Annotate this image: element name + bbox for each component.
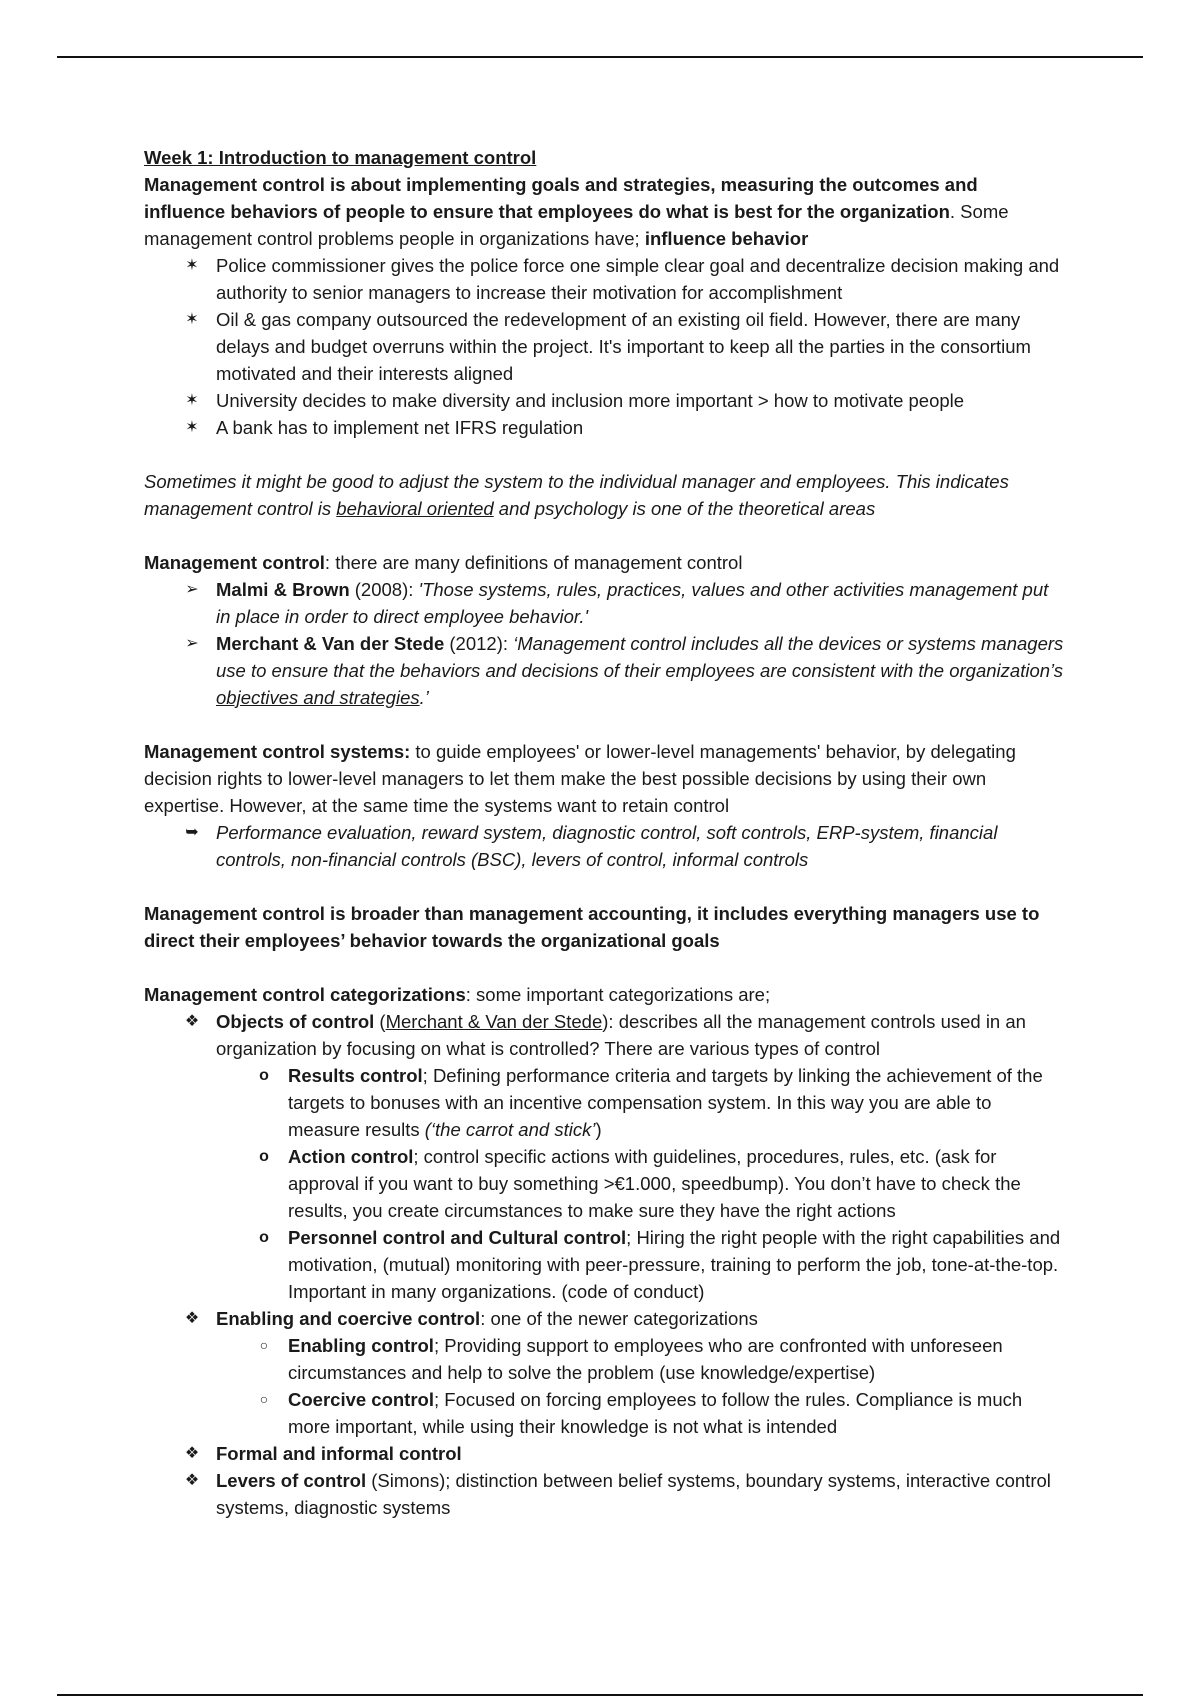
star-bullet-icon: ✶ [185,257,199,274]
page-title: Week 1: Introduction to management control [144,147,537,168]
behavioral-underlined: behavioral oriented [336,498,494,519]
systems-list [144,819,1064,873]
list-item: ✶ University decides to make diversity and inclusion more important > how to motivate people [144,387,1064,414]
intro-bold-end: influence behavior [644,228,809,249]
list-item: o Results control; Defining performance criteria and targets by linking the achievement of the targets to bonuses with an incentive compensation system. In this way you are able to measure results (‘the carrot and stick’) [144,1062,1064,1143]
spacer [144,522,1064,549]
categorizations-list-2 [144,1305,1064,1332]
list-item: ✶ Police commissioner gives the police force one simple clear goal and decentralize decision making and authority to senior managers to increase their motivation for accomplishment [144,252,1064,306]
list-item: ✶ A bank has to implement net IFRS regulation [144,414,1064,441]
header-rule [57,56,1143,58]
diamond-bullet-icon: ❖ [184,1472,200,1489]
circle-bullet-icon: o [259,1229,269,1246]
list-item: ○ Coercive control; Focused on forcing employees to follow the rules. Compliance is much more important, while using their knowledge is not what is intended [144,1386,1064,1440]
diamond-bullet-icon: ❖ [184,1310,200,1327]
list-item: ❖ Formal and informal control [144,1440,1064,1467]
intro-paragraph [144,171,1064,252]
star-bullet-icon: ✶ [185,419,199,436]
diamond-bullet-icon: ❖ [184,1013,200,1030]
list-item: o Action control; control specific actions with guidelines, procedures, rules, etc. (ask for approval if you want to buy something >€1.000, speedbump). You don’t have to check the results, you create circumstances to make sure they have the right actions [144,1143,1064,1224]
categorizations-heading: Management control categorizations: some important categorizations are; [144,984,771,1005]
problems-list [144,252,1064,441]
behavioral-paragraph: Sometimes it might be good to adjust the system to the individual manager and employees. This indicates management control is behavioral oriented and psychology is one of the theoretical areas [144,471,1009,519]
document-body [144,144,1064,1521]
list-item: ➢ Merchant & Van der Stede (2012): ‘Management control includes all the devices or systems managers use to ensure that the behaviors and decisions of their employees are consistent with the organization’s objectives and strategies.’ [144,630,1064,711]
star-bullet-icon: ✶ [185,311,199,328]
objects-sublist [144,1062,1064,1305]
categorizations-list-3 [144,1440,1064,1521]
circle-bullet-icon: o [259,1148,269,1165]
categorizations-list [144,1008,1064,1062]
list-item: ❖ Enabling and coercive control: one of the newer categorizations [144,1305,1064,1332]
list-item: ➥ Performance evaluation, reward system, diagnostic control, soft controls, ERP-system, financial controls, non-financial controls (BSC), levers of control, informal controls [144,819,1064,873]
diamond-bullet-icon: ❖ [184,1445,200,1462]
star-bullet-icon: ✶ [185,392,199,409]
spacer [144,954,1064,981]
list-item: ➢ Malmi & Brown (2008): 'Those systems, rules, practices, values and other activities management put in place in order to direct employee behavior.' [144,576,1064,630]
circle-bullet-icon: o [259,1067,269,1084]
list-item: ○ Enabling control; Providing support to employees who are confronted with unforeseen circumstances and help to solve the problem (use knowledge/expertise) [144,1332,1064,1386]
definitions-list [144,576,1064,711]
arrow-bullet-icon: ➢ [185,635,199,652]
spacer [144,441,1064,468]
intro-bold: Management control is about implementing goals and strategies, measuring the outcomes and influence behaviors of people to ensure that employees do what is best for the organization [144,174,978,222]
list-item: ✶ Oil & gas company outsourced the redevelopment of an existing oil field. However, there are many delays and budget overruns within the project. It's important to keep all the parties in the consortium motivated and their interests aligned [144,306,1064,387]
circle-bullet-icon: ○ [259,1337,269,1353]
spacer [144,873,1064,900]
list-item: ❖ Levers of control (Simons); distinction between belief systems, boundary systems, interactive control systems, diagnostic systems [144,1467,1064,1521]
list-item: o Personnel control and Cultural control; Hiring the right people with the right capabilities and motivation, (mutual) monitoring with peer-pressure, training to perform the job, tone-at-the-top. Important in many organizations. (code of conduct) [144,1224,1064,1305]
definitions-heading: Management control: there are many definitions of management control [144,552,743,573]
systems-paragraph: Management control systems: to guide employees' or lower-level managements' behavior, by delegating decision rights to lower-level managers to let them make the best possible decisions by using their own expertise. However, at the same time the systems want to retain control [144,741,1016,816]
spacer [144,711,1064,738]
list-item: ❖ Objects of control (Merchant & Van der Stede): describes all the management controls used in an organization by focusing on what is controlled? There are various types of control [144,1008,1064,1062]
intro-text: . Some management control problems people in organizations have; [144,201,1009,249]
footer-rule [57,1694,1143,1696]
broader-paragraph: Management control is broader than management accounting, it includes everything managers use to direct their employees’ behavior towards the organizational goals [144,903,1040,951]
enabling-sublist [144,1332,1064,1440]
circle-bullet-icon: ○ [259,1391,269,1407]
hook-arrow-icon: ➥ [185,824,199,841]
arrow-bullet-icon: ➢ [185,581,199,598]
